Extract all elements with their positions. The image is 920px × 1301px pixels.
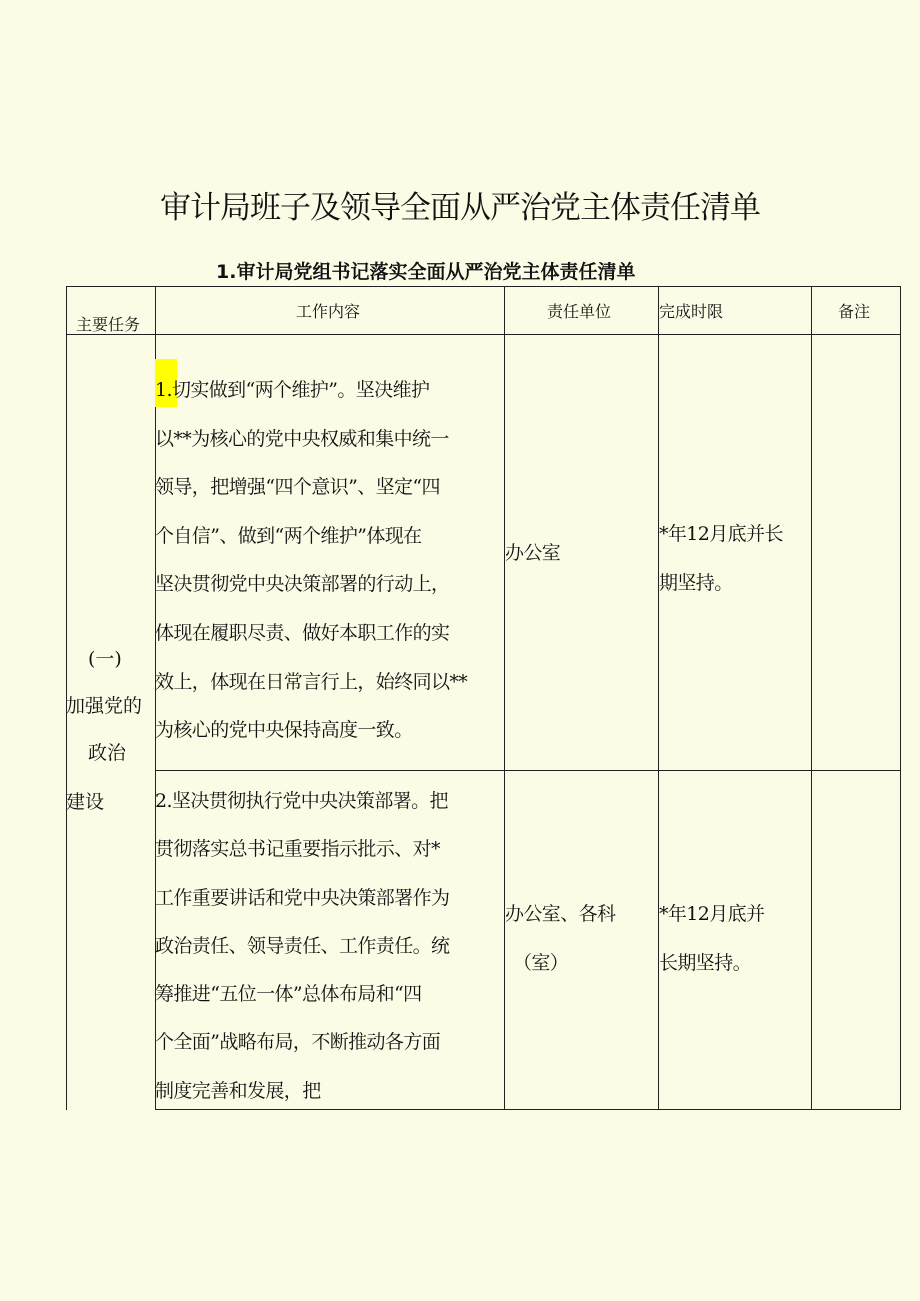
content-line: 制度完善和发展，把 (155, 1079, 321, 1102)
row-2-deadline (659, 890, 764, 987)
content-line: 个自信”、做到“两个维护”体现在 (155, 524, 422, 547)
content-line: 领导，把增强“四个意识”、坚定“四 (155, 476, 440, 499)
content-line: 效上，体现在日常言行上，始终同以** (155, 670, 468, 693)
row-1-deadline (659, 510, 783, 607)
table-subtitle: 1.审计局党组书记落实全面从严治党主体责任清单 (216, 261, 636, 283)
unit-line: （室） (513, 951, 569, 974)
header-deadline: 完成时限 (659, 302, 724, 321)
deadline-line: 期坚持。 (659, 571, 733, 594)
content-line: 工作重要讲话和党中央决策部署作为 (155, 886, 450, 909)
header-bottom-border (66, 334, 901, 335)
content-line: 坚决贯彻党中央决策部署的行动上， (155, 573, 450, 596)
section-name-line-1: 加强党的 (66, 695, 143, 717)
content-line: 以**为核心的党中央权威和集中统一 (155, 427, 449, 450)
content-line: 1.切实做到“两个维护”。坚决维护 (155, 379, 430, 401)
header-task: 主要任务 (76, 315, 141, 334)
content-line: 个全面”战略布局，不断推动各方面 (155, 1031, 441, 1054)
table-right-border (900, 286, 901, 1110)
header-remark: 备注 (838, 302, 871, 321)
row-2-unit (505, 890, 615, 987)
header-unit: 责任单位 (547, 302, 612, 321)
content-line: 贯彻落实总书记重要指示批示、对* (155, 838, 440, 861)
column-divider-4 (811, 286, 812, 1110)
document-title: 审计局班子及领导全面从严治党主体责任清单 (160, 190, 760, 226)
unit-line: 办公室、各科 (505, 903, 616, 925)
deadline-line: 长期坚持。 (659, 951, 752, 974)
row-1-unit: 办公室 (505, 542, 561, 564)
header-content: 工作内容 (296, 302, 361, 321)
content-line: 2.坚决贯彻执行党中央决策部署。把 (155, 790, 448, 812)
row-2-content (155, 777, 449, 1115)
section-name-line-3: 建设 (66, 791, 105, 813)
deadline-line: *年12月底并长 (659, 523, 783, 545)
section-name-line-2: 政治 (88, 742, 127, 764)
table-top-border (66, 286, 901, 287)
section-number: (一) (88, 648, 122, 670)
row-1-content (155, 366, 467, 755)
content-line: 体现在履职尽责、做好本职工作的实 (155, 621, 450, 644)
content-line: 筹推进“五位一体”总体布局和“四 (155, 983, 422, 1006)
content-line: 为核心的党中央保持高度一致。 (155, 719, 413, 742)
deadline-line: *年12月底并 (659, 903, 765, 925)
row-divider (155, 770, 901, 771)
content-line: 政治责任、领导责任、工作责任。统 (155, 934, 450, 957)
